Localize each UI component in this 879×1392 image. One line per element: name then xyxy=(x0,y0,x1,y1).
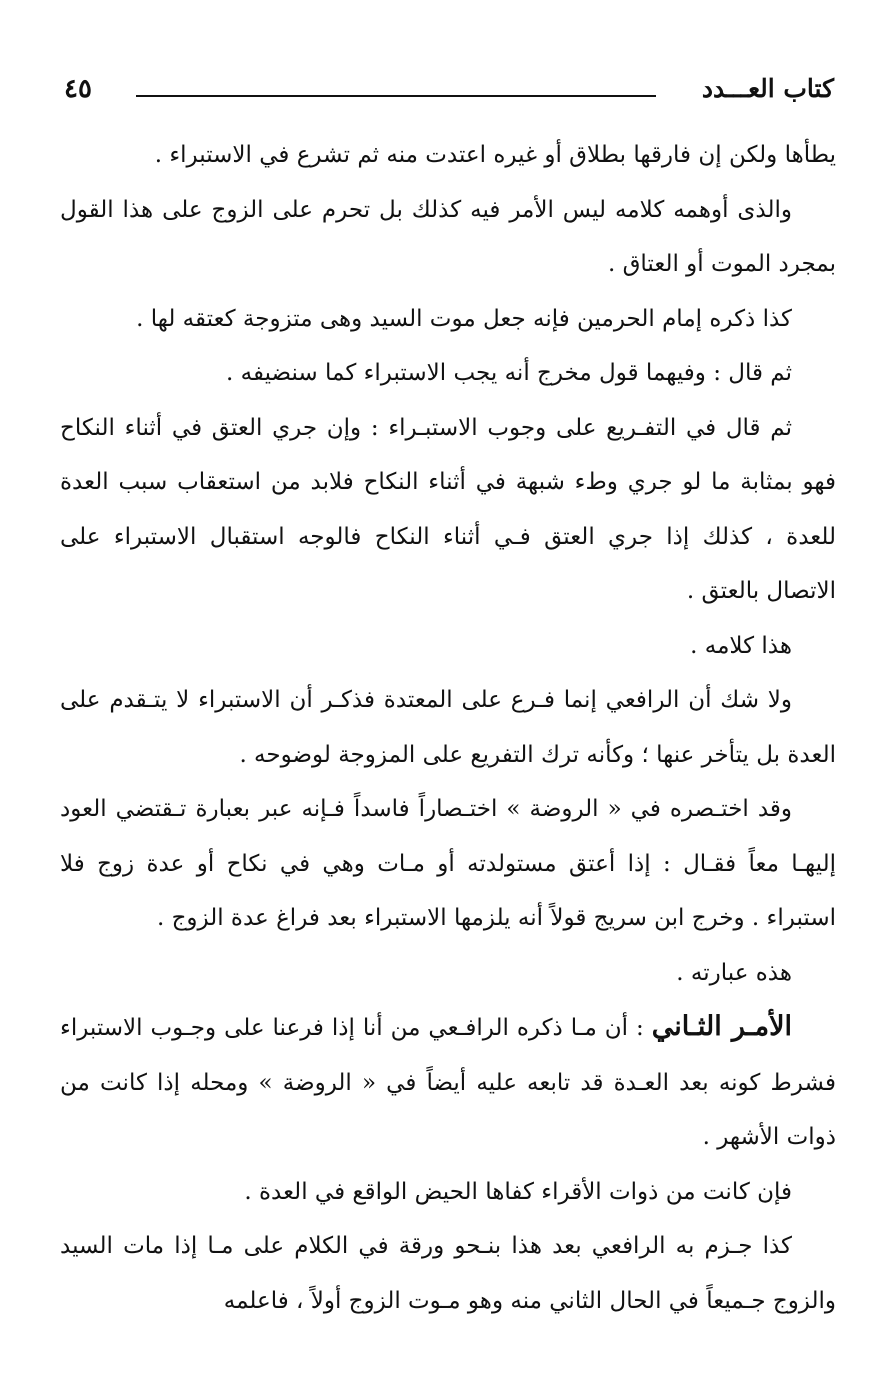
paragraph-8 xyxy=(60,782,836,946)
paragraph-9 xyxy=(60,946,836,1001)
paragraph-text: كذا ذكره إمام الحرمين فإنه جعل موت السيد وهى متزوجة كعتقه لها . xyxy=(136,305,792,332)
paragraph-text: فإن كانت من ذوات الأقراء كفاها الحيض الواقع في العدة . xyxy=(244,1178,792,1205)
paragraph-1 xyxy=(60,128,836,183)
section-lead: الأمـر الثـاني xyxy=(651,1011,793,1042)
paragraph-text: ولا شك أن الرافعي إنما فـرع على المعتدة فذكـر أن الاستبراء لا يتـقدم على العدة بل يتأخر عنها ؛ وكأنه ترك التفريع على المزوجة لوضوحه . xyxy=(60,687,836,768)
paragraph-text: هذا كلامه . xyxy=(690,632,792,659)
header-rule xyxy=(136,95,656,97)
paragraph-text: ثم قال : وفيهما قول مخرج أنه يجب الاستبراء كما سنضيفه . xyxy=(226,360,792,386)
page-header xyxy=(64,72,834,116)
paragraph-text: كذا جـزم به الرافعي بعد هذا بنـحو ورقة في الكلام على مـا إذا مات السيد والزوج جـميعاً في الحال الثاني منه وهو مـوت الزوج أولاً ، فاعلمه xyxy=(60,1233,836,1314)
paragraph-11 xyxy=(60,1165,836,1220)
paragraph-6 xyxy=(60,619,836,674)
paragraph-text: والذى أوهمه كلامه ليس الأمر فيه كذلك بل تحرم على الزوج على هذا القول بمجرد الموت أو العتاق . xyxy=(60,196,836,277)
paragraph-5 xyxy=(60,401,836,619)
paragraph-text: وقد اختـصره في « الروضة » اختـصاراً فاسداً فـإنه عبر بعبارة تـقتضي العود إليهـا معاً فقـال : إذا أعتق مستولدته أو مـات وهي في نكاح أو عدة زوج فلا استبراء . وخرج ابن سريج قولاً أنه يلزمها الاستبراء بعد فراغ عدة الزوج . xyxy=(60,796,836,931)
page-number: ٤٥ xyxy=(64,74,92,104)
paragraph-text: يطأها ولكن إن فارقها بطلاق أو غيره اعتدت منه ثم تشرع في الاستبراء . xyxy=(154,142,836,168)
paragraph-12 xyxy=(60,1219,836,1328)
paragraph-2 xyxy=(60,183,836,292)
paragraph-7 xyxy=(60,673,836,782)
paragraph-text: ثم قال في التفـريع على وجوب الاستبـراء : وإن جري العتق في أثناء النكاح فهو بمثابة ما لو جري وطء شبهة في أثناء النكاح فلابد من استعقاب سبب العدة للعدة ، كذلك إذا جري العتق فـي أثناء النكاح فالوجه استقبال الاستبراء على الاتصال بالعتق . xyxy=(60,414,836,604)
paragraph-10 xyxy=(60,1000,836,1165)
paragraph-4 xyxy=(60,346,836,401)
running-title: كتاب العـــدد xyxy=(701,74,834,103)
paragraph-3 xyxy=(60,292,836,347)
page-body xyxy=(60,128,836,1358)
paragraph-text: : أن مـا ذكره الرافـعي من أنا إذا فرعنا على وجـوب الاستبراء فشرط كونه بعد العـدة قد تابعه عليه أيضاً في « الروضة » ومحله إذا كانت من ذوات الأشهر . xyxy=(60,1015,836,1150)
paragraph-text: هذه عبارته . xyxy=(676,959,792,986)
